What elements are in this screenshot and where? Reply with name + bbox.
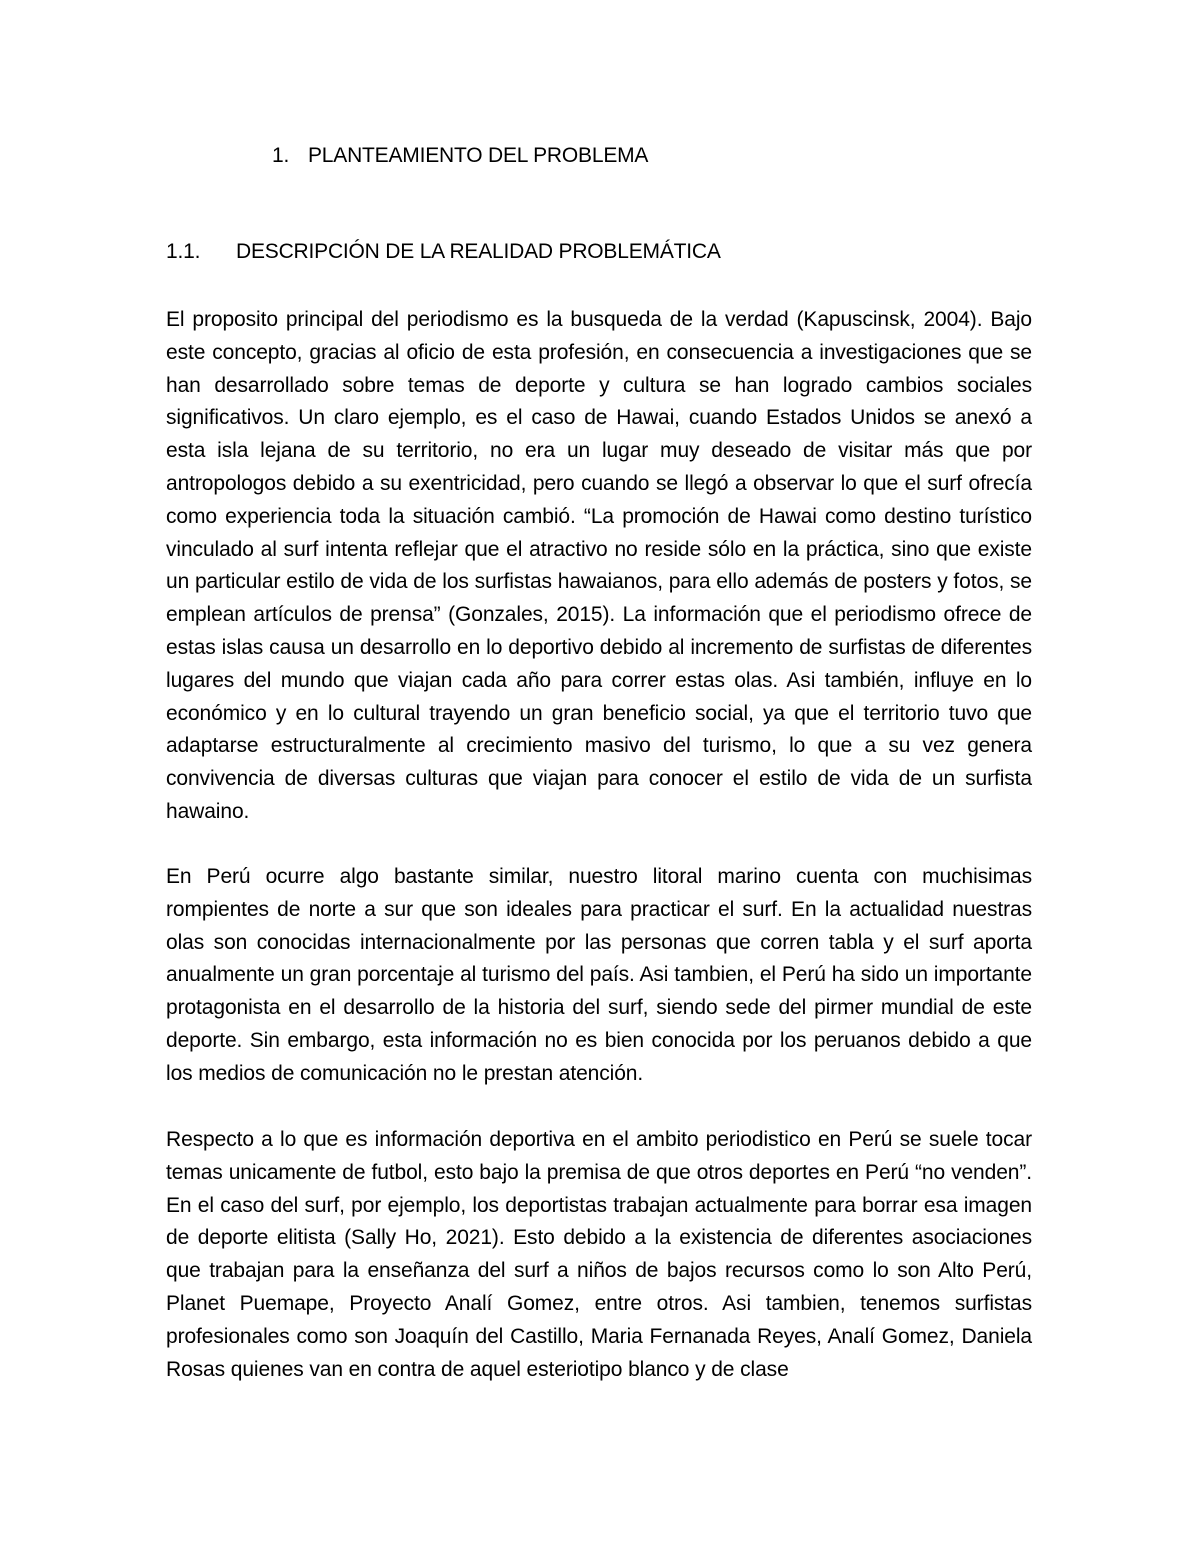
paragraph-2: En Perú ocurre algo bastante similar, nuestro litoral marino cuenta con muchisimas rompientes de norte a sur que son ideales para practicar el surf. En la actualidad nuestras olas son conocidas internacionalmente por las personas que corren tabla y el surf aporta anualmente un gran porcentaje al turismo del país. Asi tambien, el Perú ha sido un importante protagonista en el desarrollo de la historia del surf, siendo sede del pirmer mundial de este deporte. Sin embargo, esta información no es bien conocida por los peruanos debido a que los medios de comunicación no le prestan atención.: [166, 865, 1032, 1085]
subsection-heading: [166, 238, 721, 266]
subsection-title: DESCRIPCIÓN DE LA REALIDAD PROBLEMÁTICA: [236, 240, 721, 263]
paragraph-3: Respecto a lo que es información deportiva en el ambito periodistico en Perú se suele tocar temas unicamente de futbol, esto bajo la premisa de que otros deportes en Perú “no venden”. En el caso del surf, por ejemplo, los deportistas trabajan actualmente para borrar esa imagen de deporte elitista (Sally Ho, 2021). Esto debido a la existencia de diferentes asociaciones que trabajan para la enseñanza del surf a niños de bajos recursos como lo son Alto Perú, Planet Puemape, Proyecto Analí Gomez, entre otros. Asi tambien, tenemos surfistas profesionales como son Joaquín del Castillo, Maria Fernanada Reyes, Analí Gomez, Daniela Rosas quienes van en contra de aquel esteriotipo blanco y de clase: [166, 1128, 1032, 1381]
subsection-number: 1.1.: [166, 240, 201, 263]
paragraph-1: El proposito principal del periodismo es la busqueda de la verdad (Kapuscinsk, 2004). Bajo este concepto, gracias al oficio de esta profesión, en consecuencia a investigaciones que se han desarrollado sobre temas de deporte y cultura se han logrado cambios sociales significativos. Un claro ejemplo, es el caso de Hawai, cuando Estados Unidos se anexó a esta isla lejana de su territorio, no era un lugar muy deseado de visitar más que por antropologos debido a su exentricidad, pero cuando se llegó a observar lo que el surf ofrecía como experiencia toda la situación cambió. “La promoción de Hawai como destino turístico vinculado al surf intenta reflejar que el atractivo no reside sólo en la práctica, sino que existe un particular estilo de vida de los surfistas hawaianos, para ello además de posters y fotos, se emplean artículos de prensa” (Gonzales, 2015). La información que el periodismo ofrece de estas islas causa un desarrollo en lo deportivo debido al incremento de surfistas de diferentes lugares del mundo que viajan cada año para correr estas olas. Asi también, influye en lo económico y en lo cultural trayendo un gran beneficio social, ya que el territorio tuvo que adaptarse estructuralmente al crecimiento masivo del turismo, lo que a su vez genera convivencia de diversas culturas que viajan para conocer el estilo de vida de un surfista hawaino.: [166, 308, 1032, 823]
section-number: 1.: [272, 144, 290, 167]
section-title: PLANTEAMIENTO DEL PROBLEMA: [308, 144, 649, 167]
section-heading: [272, 142, 648, 170]
